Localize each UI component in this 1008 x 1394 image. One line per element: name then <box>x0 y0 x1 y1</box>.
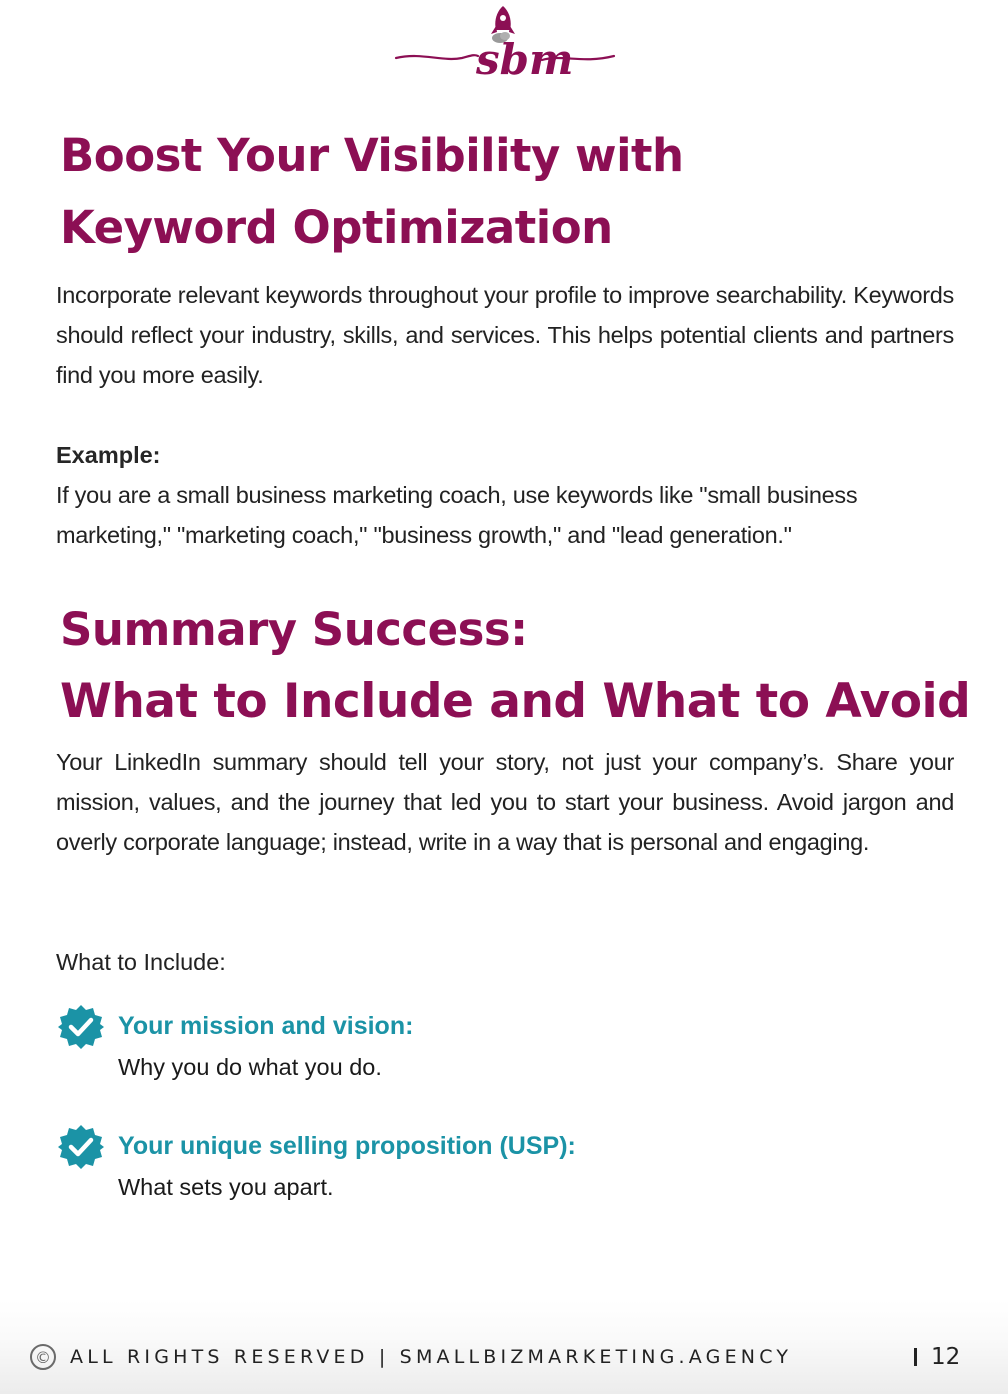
item-title: Your unique selling proposition (USP): <box>118 1132 576 1160</box>
keywords-paragraph: Incorporate relevant keywords throughout your profile to improve searchability. Keywords should reflect your industry, skills, and services. This helps potential clients and partners find you more easily. <box>56 282 954 388</box>
page-number <box>914 1340 960 1374</box>
title-line-1: Boost Your Visibility with <box>60 129 684 182</box>
sbm-logo <box>392 2 620 86</box>
title-line-2: Keyword Optimization <box>60 201 613 254</box>
footer-copyright-text: ALL RIGHTS RESERVED | SMALLBIZMARKETING.AGENCY <box>70 1346 793 1368</box>
title-line-2: What to Include and What to Avoid <box>60 674 971 729</box>
copyright-icon: © <box>30 1344 56 1370</box>
summary-paragraph: Your LinkedIn summary should tell your story, not just your company’s. Share your mission, values, and the journey that led you to start your business. Avoid jargon and overly corporate language; instead, write in a way that is personal and engaging. <box>56 749 954 855</box>
item-description: Why you do what you do. <box>118 1054 382 1080</box>
verified-badge-icon <box>58 1124 104 1170</box>
example-label: Example: <box>56 442 161 468</box>
item-title: Your mission and vision: <box>118 1012 414 1040</box>
what-to-include-label: What to Include: <box>56 949 226 975</box>
page-number-value: 12 <box>931 1344 961 1370</box>
section-title-summary <box>60 594 970 738</box>
footer <box>30 1340 970 1374</box>
title-line-1: Summary Success: <box>60 603 528 656</box>
svg-text:sbm: sbm <box>476 35 574 84</box>
section-title-keywords <box>60 120 684 264</box>
rocket-icon <box>392 2 620 86</box>
example-paragraph: If you are a small business marketing coach, use keywords like "small business marketing," "marketing coach," "business growth," and "lead generation." <box>56 482 858 548</box>
item-description: What sets you apart. <box>118 1174 334 1200</box>
verified-badge-icon <box>58 1004 104 1050</box>
page-number-divider <box>914 1348 917 1366</box>
